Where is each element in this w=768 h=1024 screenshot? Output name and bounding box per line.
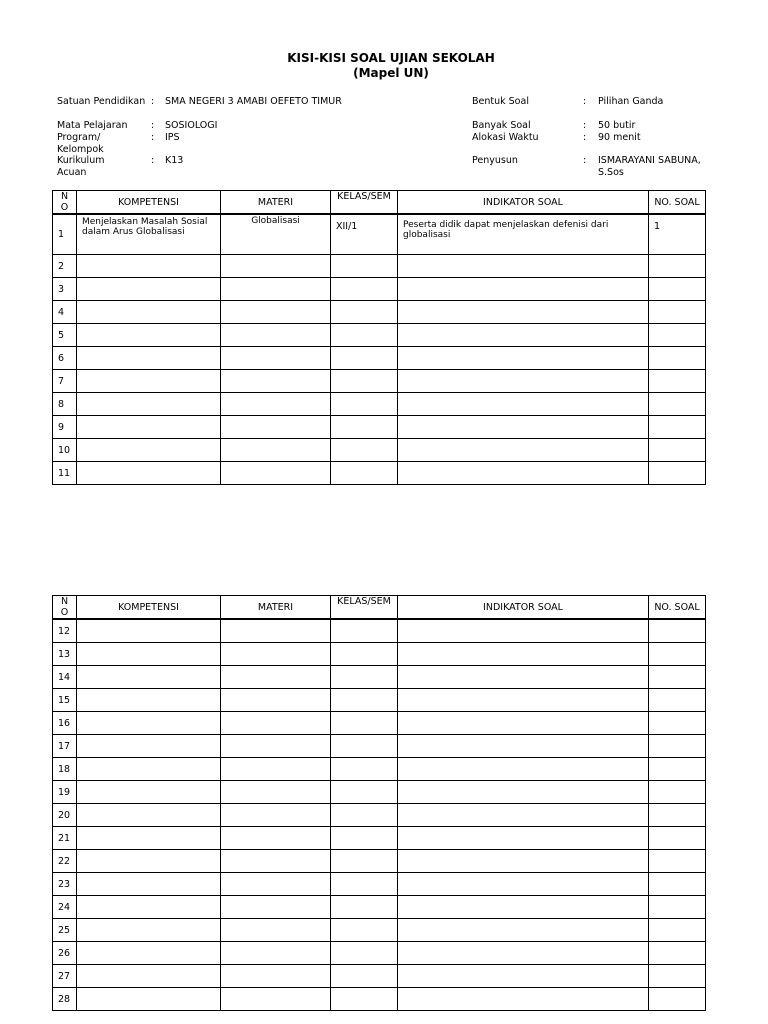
cell-no: 15 [53, 689, 77, 712]
cell-kelas-sem [331, 988, 398, 1011]
header-kompetensi: KOMPETENSI [77, 191, 221, 215]
cell-kompetensi [77, 804, 221, 827]
cell-materi [221, 439, 331, 462]
cell-no-soal [649, 758, 706, 781]
cell-indikator: Peserta didik dapat menjelaskan defenisi dari globalisasi [398, 214, 649, 255]
header-no-soal: NO. SOAL [649, 191, 706, 215]
cell-no: 17 [53, 735, 77, 758]
cell-no: 8 [53, 393, 77, 416]
cell-kompetensi [77, 643, 221, 666]
table-row [53, 347, 706, 370]
cell-kelas-sem [331, 439, 398, 462]
cell-indikator [398, 804, 649, 827]
table-row [53, 758, 706, 781]
cell-no-soal [649, 370, 706, 393]
info-label-penyusun: Penyusun [472, 155, 518, 166]
table-row [53, 462, 706, 485]
cell-kelas-sem [331, 873, 398, 896]
cell-kompetensi [77, 619, 221, 643]
cell-materi [221, 896, 331, 919]
header-materi: MATERI [221, 596, 331, 620]
cell-indikator [398, 896, 649, 919]
cell-materi [221, 643, 331, 666]
table-header-row [53, 191, 706, 215]
cell-kelas-sem: XII/1 [331, 214, 398, 255]
cell-no-soal [649, 347, 706, 370]
cell-materi [221, 666, 331, 689]
cell-indikator [398, 988, 649, 1011]
cell-indikator [398, 873, 649, 896]
table-row [53, 643, 706, 666]
table-row [53, 370, 706, 393]
cell-kelas-sem [331, 347, 398, 370]
cell-indikator [398, 712, 649, 735]
info-value-banyak: 50 butir [598, 120, 636, 131]
table-row [53, 919, 706, 942]
cell-kelas-sem [331, 370, 398, 393]
header-no: N O [53, 596, 77, 620]
cell-kompetensi [77, 781, 221, 804]
cell-kompetensi [77, 919, 221, 942]
cell-indikator [398, 439, 649, 462]
cell-no: 5 [53, 324, 77, 347]
cell-indikator [398, 324, 649, 347]
cell-materi [221, 278, 331, 301]
cell-kelas-sem [331, 735, 398, 758]
cell-kelas-sem [331, 666, 398, 689]
table-row [53, 416, 706, 439]
table-row [53, 278, 706, 301]
cell-kompetensi [77, 462, 221, 485]
table-row [53, 301, 706, 324]
cell-no-soal [649, 416, 706, 439]
kisi-kisi-table-2 [52, 595, 706, 1011]
header-kelas-sem: KELAS/SEM [331, 191, 398, 215]
table-row [53, 214, 706, 255]
cell-kelas-sem [331, 965, 398, 988]
cell-no: 7 [53, 370, 77, 393]
cell-no-soal [649, 689, 706, 712]
cell-kompetensi [77, 439, 221, 462]
table-row [53, 689, 706, 712]
table-row [53, 324, 706, 347]
cell-materi [221, 873, 331, 896]
info-value-satuan: SMA NEGERI 3 AMABI OEFETO TIMUR [165, 96, 342, 107]
cell-no-soal [649, 619, 706, 643]
cell-no: 13 [53, 643, 77, 666]
cell-kelas-sem [331, 278, 398, 301]
cell-no: 23 [53, 873, 77, 896]
cell-no-soal [649, 781, 706, 804]
info-colon: : [583, 96, 587, 107]
cell-no: 18 [53, 758, 77, 781]
info-value-kurikulum: K13 [165, 155, 184, 166]
info-label-kurikulum: Kurikulum Acuan [57, 155, 105, 178]
kisi-kisi-table-1 [52, 190, 706, 485]
info-colon: : [151, 132, 155, 143]
cell-materi [221, 735, 331, 758]
cell-kelas-sem [331, 416, 398, 439]
cell-kelas-sem [331, 689, 398, 712]
header-kelas-sem: KELAS/SEM [331, 596, 398, 620]
table-row [53, 666, 706, 689]
cell-kelas-sem [331, 827, 398, 850]
header-kompetensi: KOMPETENSI [77, 596, 221, 620]
cell-no-soal [649, 439, 706, 462]
info-value-alokasi: 90 menit [598, 132, 641, 143]
header-no-soal: NO. SOAL [649, 596, 706, 620]
info-colon: : [151, 155, 155, 166]
cell-kompetensi [77, 712, 221, 735]
document-title [0, 51, 768, 81]
cell-indikator [398, 689, 649, 712]
cell-materi [221, 988, 331, 1011]
cell-kompetensi [77, 689, 221, 712]
cell-no-soal [649, 301, 706, 324]
cell-indikator [398, 666, 649, 689]
table-row [53, 619, 706, 643]
cell-kelas-sem [331, 896, 398, 919]
cell-no-soal [649, 324, 706, 347]
cell-indikator [398, 462, 649, 485]
cell-indikator [398, 393, 649, 416]
table-header-row [53, 596, 706, 620]
cell-no: 4 [53, 301, 77, 324]
cell-kompetensi [77, 393, 221, 416]
cell-kelas-sem [331, 919, 398, 942]
info-colon: : [583, 132, 587, 143]
info-label-alokasi: Alokasi Waktu [472, 132, 539, 143]
cell-no-soal [649, 712, 706, 735]
cell-no: 14 [53, 666, 77, 689]
cell-indikator [398, 942, 649, 965]
cell-kompetensi [77, 942, 221, 965]
cell-kompetensi [77, 301, 221, 324]
header-indikator: INDIKATOR SOAL [398, 191, 649, 215]
info-value-program: IPS [165, 132, 180, 143]
info-label-bentuk: Bentuk Soal [472, 96, 529, 107]
cell-kompetensi [77, 324, 221, 347]
table-row [53, 896, 706, 919]
cell-no: 28 [53, 988, 77, 1011]
cell-no: 19 [53, 781, 77, 804]
cell-kelas-sem [331, 301, 398, 324]
cell-kompetensi [77, 255, 221, 278]
table-row [53, 827, 706, 850]
info-label-program: Program/ Kelompok [57, 132, 104, 155]
cell-materi [221, 255, 331, 278]
info-value-penyusun: ISMARAYANI SABUNA, S.Sos [598, 155, 701, 178]
cell-materi [221, 347, 331, 370]
cell-no-soal [649, 393, 706, 416]
cell-kompetensi [77, 735, 221, 758]
cell-indikator [398, 735, 649, 758]
cell-indikator [398, 781, 649, 804]
cell-no-soal [649, 804, 706, 827]
cell-materi [221, 804, 331, 827]
cell-materi [221, 712, 331, 735]
cell-materi [221, 324, 331, 347]
table-row [53, 781, 706, 804]
cell-kompetensi [77, 850, 221, 873]
cell-no: 16 [53, 712, 77, 735]
cell-kelas-sem [331, 942, 398, 965]
cell-kompetensi: Menjelaskan Masalah Sosial dalam Arus Globalisasi [77, 214, 221, 255]
cell-materi [221, 919, 331, 942]
cell-indikator [398, 301, 649, 324]
cell-no: 24 [53, 896, 77, 919]
cell-no: 12 [53, 619, 77, 643]
cell-no: 25 [53, 919, 77, 942]
cell-kompetensi [77, 758, 221, 781]
cell-materi [221, 416, 331, 439]
cell-kompetensi [77, 347, 221, 370]
cell-indikator [398, 278, 649, 301]
info-colon: : [583, 120, 587, 131]
cell-no: 22 [53, 850, 77, 873]
cell-no-soal [649, 850, 706, 873]
cell-kelas-sem [331, 324, 398, 347]
cell-no: 1 [53, 214, 77, 255]
title-line: KISI-KISI SOAL UJIAN SEKOLAH [287, 51, 495, 65]
cell-materi [221, 850, 331, 873]
table-row [53, 712, 706, 735]
cell-kelas-sem [331, 462, 398, 485]
cell-materi [221, 758, 331, 781]
cell-no: 3 [53, 278, 77, 301]
info-label-satuan: Satuan Pendidikan [57, 96, 146, 107]
cell-materi [221, 301, 331, 324]
cell-no-soal [649, 735, 706, 758]
cell-kompetensi [77, 370, 221, 393]
cell-indikator [398, 347, 649, 370]
cell-indikator [398, 965, 649, 988]
info-value-mapel: SOSIOLOGI [165, 120, 218, 131]
cell-kelas-sem [331, 781, 398, 804]
cell-no: 10 [53, 439, 77, 462]
header-indikator: INDIKATOR SOAL [398, 596, 649, 620]
info-value-bentuk: Pilihan Ganda [598, 96, 664, 107]
info-colon: : [151, 120, 155, 131]
table-row [53, 393, 706, 416]
cell-indikator [398, 370, 649, 393]
info-colon: : [151, 96, 155, 107]
cell-no-soal [649, 462, 706, 485]
cell-materi [221, 827, 331, 850]
header-no: N O [53, 191, 77, 215]
cell-no: 26 [53, 942, 77, 965]
cell-kelas-sem [331, 850, 398, 873]
table-row [53, 439, 706, 462]
cell-no-soal [649, 965, 706, 988]
cell-indikator [398, 416, 649, 439]
cell-materi [221, 781, 331, 804]
cell-no-soal [649, 873, 706, 896]
cell-no: 21 [53, 827, 77, 850]
table-row [53, 255, 706, 278]
cell-indikator [398, 758, 649, 781]
cell-no: 20 [53, 804, 77, 827]
cell-no: 11 [53, 462, 77, 485]
cell-kelas-sem [331, 804, 398, 827]
cell-materi: Globalisasi [221, 214, 331, 255]
cell-no-soal [649, 827, 706, 850]
cell-materi [221, 370, 331, 393]
cell-kelas-sem [331, 255, 398, 278]
cell-materi [221, 393, 331, 416]
cell-indikator [398, 643, 649, 666]
cell-indikator [398, 827, 649, 850]
table-row [53, 850, 706, 873]
cell-materi [221, 965, 331, 988]
table-row [53, 804, 706, 827]
cell-indikator [398, 850, 649, 873]
table-row [53, 942, 706, 965]
cell-no: 6 [53, 347, 77, 370]
table-row [53, 873, 706, 896]
cell-no-soal [649, 919, 706, 942]
cell-kelas-sem [331, 643, 398, 666]
cell-kelas-sem [331, 712, 398, 735]
table-row [53, 965, 706, 988]
cell-no-soal [649, 255, 706, 278]
cell-kompetensi [77, 278, 221, 301]
subtitle-line: (Mapel UN) [353, 66, 429, 80]
cell-kompetensi [77, 416, 221, 439]
cell-materi [221, 619, 331, 643]
cell-no: 27 [53, 965, 77, 988]
cell-no-soal [649, 666, 706, 689]
cell-indikator [398, 919, 649, 942]
cell-kelas-sem [331, 619, 398, 643]
cell-kompetensi [77, 827, 221, 850]
cell-kompetensi [77, 988, 221, 1011]
cell-no-soal: 1 [649, 214, 706, 255]
cell-indikator [398, 619, 649, 643]
header-materi: MATERI [221, 191, 331, 215]
cell-no: 2 [53, 255, 77, 278]
cell-kelas-sem [331, 393, 398, 416]
table-row [53, 735, 706, 758]
cell-no-soal [649, 896, 706, 919]
info-label-mapel: Mata Pelajaran [57, 120, 128, 131]
cell-kompetensi [77, 965, 221, 988]
info-colon: : [583, 155, 587, 166]
cell-kompetensi [77, 666, 221, 689]
cell-materi [221, 462, 331, 485]
cell-kompetensi [77, 873, 221, 896]
cell-no-soal [649, 643, 706, 666]
cell-no-soal [649, 988, 706, 1011]
info-label-banyak: Banyak Soal [472, 120, 531, 131]
cell-no-soal [649, 278, 706, 301]
cell-no: 9 [53, 416, 77, 439]
cell-indikator [398, 255, 649, 278]
cell-kelas-sem [331, 758, 398, 781]
cell-materi [221, 689, 331, 712]
cell-no-soal [649, 942, 706, 965]
table-row [53, 988, 706, 1011]
cell-materi [221, 942, 331, 965]
cell-kompetensi [77, 896, 221, 919]
